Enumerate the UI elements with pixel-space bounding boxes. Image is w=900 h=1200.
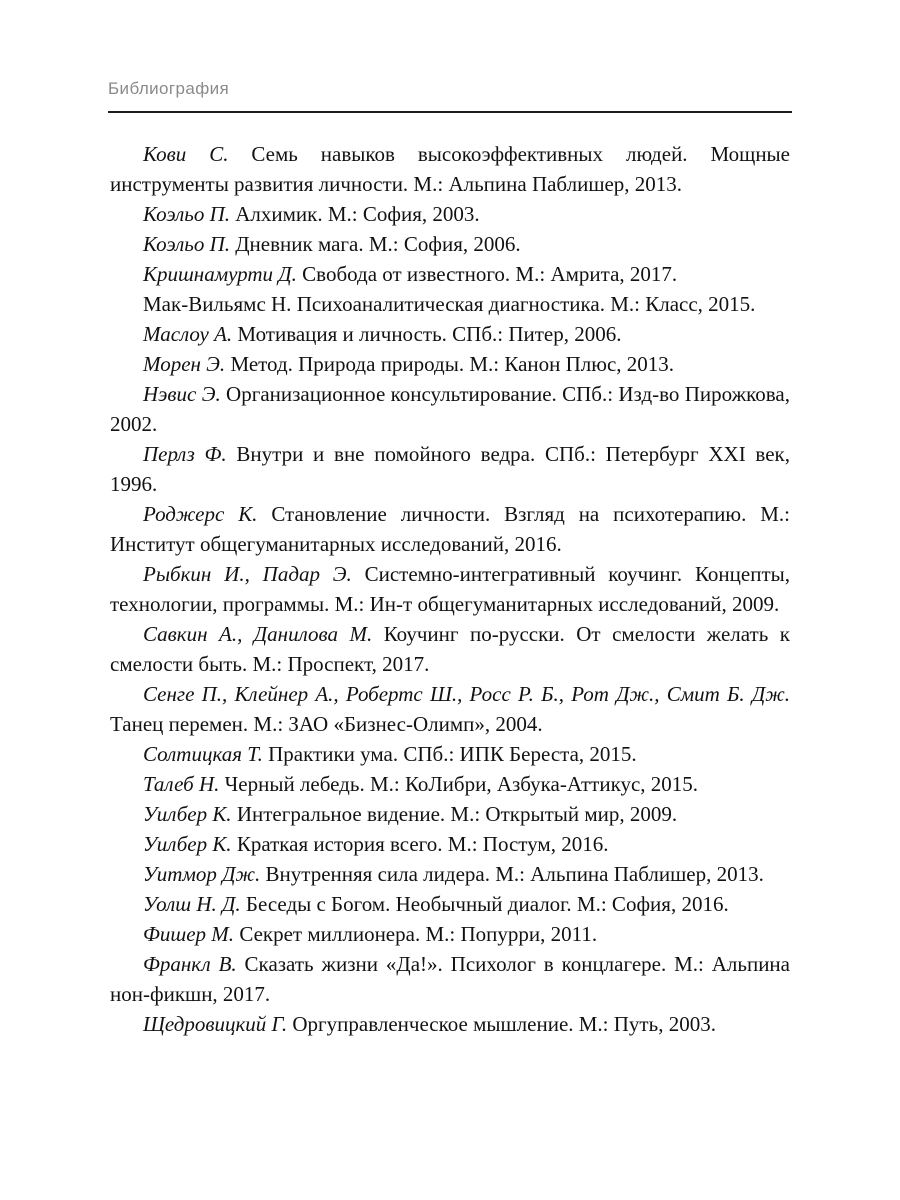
- entry-text: Внутренняя сила лидера. М.: Альпина Паблишер, 2013.: [260, 862, 764, 886]
- entry-text: Танец перемен. М.: ЗАО «Бизнес-Олимп», 2004.: [110, 712, 543, 736]
- entry-author: Кришнамурти Д.: [143, 262, 297, 286]
- bibliography-entry: [110, 859, 790, 889]
- header-rule: [108, 111, 792, 113]
- bibliography-entry: [110, 739, 790, 769]
- entry-author: Щедровицкий Г.: [143, 1012, 288, 1036]
- entry-text: Оргуправленческое мышление. М.: Путь, 2003.: [287, 1012, 716, 1036]
- entry-text: Мотивация и личность. СПб.: Питер, 2006.: [232, 322, 622, 346]
- entry-author: Уилбер К.: [143, 832, 232, 856]
- bibliography-entry: [110, 349, 790, 379]
- entry-author: Роджерс К.: [143, 502, 258, 526]
- entry-author: Перлз Ф.: [143, 442, 227, 466]
- entry-text: Внутри и вне помойного ведра. СПб.: Петербург XXI век, 1996.: [110, 442, 790, 496]
- bibliography-entry: [110, 679, 790, 739]
- entry-author: Коэльо П.: [143, 232, 230, 256]
- entry-author: Кови С.: [143, 142, 229, 166]
- entry-text: Дневник мага. М.: София, 2006.: [229, 232, 521, 256]
- entry-author: Морен Э.: [143, 352, 226, 376]
- bibliography-entry: [110, 829, 790, 859]
- entry-author: Савкин А., Данилова М.: [143, 622, 373, 646]
- bibliography-entry: [110, 319, 790, 349]
- bibliography-entry: [110, 559, 790, 619]
- bibliography-entry: [110, 289, 790, 319]
- bibliography-entry: [110, 229, 790, 259]
- entry-author: Уолш Н. Д.: [143, 892, 241, 916]
- bibliography-entry: [110, 619, 790, 679]
- entry-text: Организационное консультирование. СПб.: Изд-во Пирожкова, 2002.: [110, 382, 790, 436]
- bibliography-entry: [110, 919, 790, 949]
- entry-text: Интегральное видение. М.: Открытый мир, 2009.: [231, 802, 678, 826]
- entry-text: Алхимик. М.: София, 2003.: [229, 202, 480, 226]
- entry-author: Уитмор Дж.: [143, 862, 261, 886]
- entry-author: Фишер М.: [143, 922, 235, 946]
- entry-text: Практики ума. СПб.: ИПК Береста, 2015.: [262, 742, 637, 766]
- bibliography-entry: [110, 1009, 790, 1039]
- entry-text: Коучинг по-русски. От смелости желать к смелости быть. М.: Проспект, 2017.: [110, 622, 790, 676]
- entry-text: Краткая история всего. М.: Постум, 2016.: [231, 832, 609, 856]
- bibliography-entry: [110, 889, 790, 919]
- entry-author: Сенге П., Клейнер А., Робертс Ш., Росс Р. Б., Рот Дж., Смит Б. Дж.: [143, 682, 790, 706]
- entry-author: Мак-Вильямс Н.: [143, 292, 292, 316]
- bibliography-entry: [110, 499, 790, 559]
- bibliography-list: [110, 139, 790, 1039]
- entry-author: Франкл В.: [143, 952, 237, 976]
- entry-text: Психоаналитическая диагностика. М.: Класс, 2015.: [291, 292, 756, 316]
- entry-text: Черный лебедь. М.: КоЛибри, Азбука-Аттикус, 2015.: [219, 772, 699, 796]
- entry-text: Свобода от известного. М.: Амрита, 2017.: [296, 262, 678, 286]
- entry-author: Рыбкин И., Падар Э.: [143, 562, 352, 586]
- bibliography-entry: [110, 259, 790, 289]
- entry-text: Беседы с Богом. Необычный диалог. М.: София, 2016.: [240, 892, 729, 916]
- entry-author: Маслоу А.: [143, 322, 233, 346]
- bibliography-entry: [110, 799, 790, 829]
- bibliography-entry: [110, 139, 790, 199]
- entry-text: Метод. Природа природы. М.: Канон Плюс, 2013.: [225, 352, 675, 376]
- page-title: Библиография: [108, 79, 230, 98]
- entry-author: Нэвис Э.: [143, 382, 221, 406]
- entry-text: Системно-интегративный коучинг. Концепты, технологии, программы. М.: Ин-т общегуманитарных исследований, 2009.: [110, 562, 790, 616]
- entry-author: Уилбер К.: [143, 802, 232, 826]
- entry-text: Становление личности. Взгляд на психотерапию. М.: Институт общегуманитарных исследований, 2016.: [110, 502, 790, 556]
- bibliography-entry: [110, 199, 790, 229]
- entry-author: Солтицкая Т.: [143, 742, 263, 766]
- bibliography-entry: [110, 949, 790, 1009]
- bibliography-entry: [110, 439, 790, 499]
- entry-text: Сказать жизни «Да!». Психолог в концлагере. М.: Альпина нон-фикшн, 2017.: [110, 952, 790, 1006]
- running-header: [108, 79, 229, 99]
- entry-text: Секрет миллионера. М.: Попурри, 2011.: [234, 922, 598, 946]
- bibliography-entry: [110, 379, 790, 439]
- entry-text: Семь навыков высокоэффективных людей. Мощные инструменты развития личности. М.: Альпина Паблишер, 2013.: [110, 142, 790, 196]
- entry-author: Коэльо П.: [143, 202, 230, 226]
- entry-author: Талеб Н.: [143, 772, 220, 796]
- bibliography-entry: [110, 769, 790, 799]
